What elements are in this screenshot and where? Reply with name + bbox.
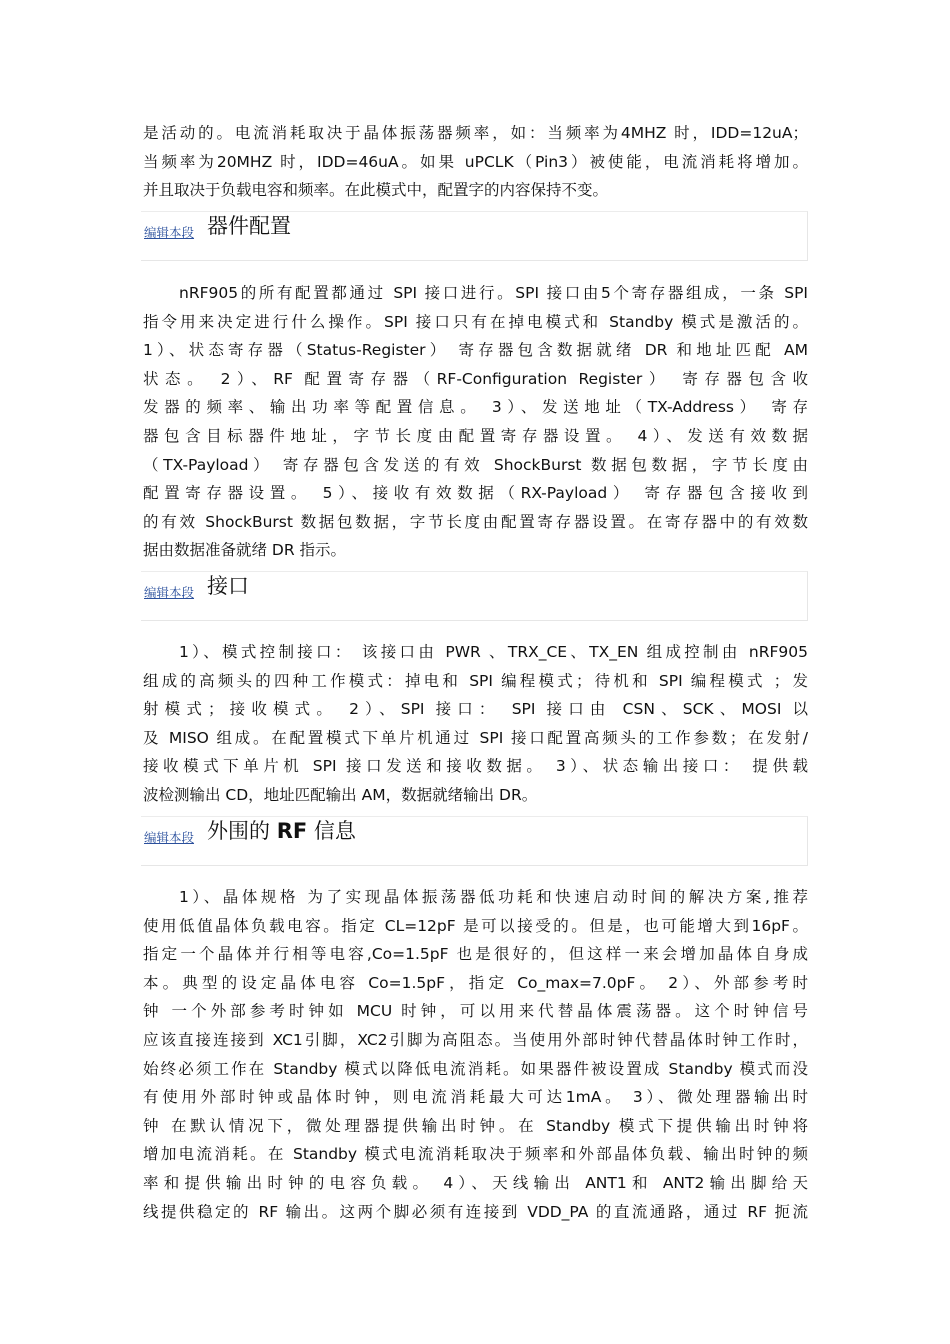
paragraph-line: 1）、晶体规格 为了实现晶体振荡器低功耗和快速启动时间的解决方案,推荐 bbox=[179, 888, 808, 906]
paragraph-line: 及 MISO 组成。在配置模式下单片机通过 SPI 接口配置高频头的工作参数；在发射/ bbox=[143, 728, 808, 747]
section-body-device-config bbox=[143, 279, 808, 565]
paragraph-line: 当频率为20MHZ 时，IDD=46uA。如果 uPCLK（Pin3）被使能，电流消耗将增加。 bbox=[143, 152, 808, 171]
paragraph-line: 指令用来决定进行什么操作。SPI 接口只有在掉电模式和 Standby 模式是激活的。 bbox=[143, 312, 808, 331]
paragraph-line: 组成的高频头的四种工作模式：掉电和 SPI 编程模式；待机和 SPI 编程模式 ；发 bbox=[143, 671, 808, 690]
section-title: 接口 bbox=[207, 574, 249, 598]
section-body-interface bbox=[143, 638, 808, 810]
paragraph-line: 1）、状态寄存器（Status-Register） 寄存器包含数据就绪 DR 和地址匹配 AM bbox=[143, 341, 808, 360]
paragraph-line: 指定一个晶体并行相等电容,Co=1.5pF 也是很好的，但这样一来会增加晶体自身成 bbox=[143, 945, 808, 964]
paragraph-line: 并且取决于负载电容和频率。在此模式中，配置字的内容保持不变。 bbox=[143, 181, 609, 200]
paragraph-line: 波检测输出 CD，地址匹配输出 AM，数据就绪输出 DR。 bbox=[143, 785, 538, 804]
section-heading-device-config bbox=[141, 211, 808, 261]
paragraph-line: 使用低值晶体负载电容。指定 CL=12pF 是可以接受的。但是，也可能增大到16pF。 bbox=[143, 916, 808, 935]
section-title-suffix: 信息 bbox=[307, 819, 356, 843]
intro-paragraph bbox=[143, 119, 808, 205]
section-heading-interface bbox=[141, 571, 808, 621]
edit-section-link[interactable]: 编辑本段 bbox=[144, 225, 195, 240]
section-title: 器件配置 bbox=[207, 214, 291, 238]
paragraph-line: 据由数据准备就绪 DR 指示。 bbox=[143, 541, 347, 560]
paragraph-line: 应该直接连接到 XC1引脚，XC2引脚为高阻态。当使用外部时钟代替晶体时钟工作时， bbox=[143, 1030, 808, 1049]
paragraph-line: 是活动的。电流消耗取决于晶体振荡器频率，如：当频率为4MHZ 时，IDD=12uA； bbox=[143, 124, 808, 142]
paragraph-line: 钟 一个外部参考时钟如 MCU 时钟，可以用来代替晶体震荡器。这个时钟信号 bbox=[143, 1002, 808, 1021]
section-heading-rf-info bbox=[141, 816, 808, 866]
paragraph-line: 1）、模式控制接口： 该接口由 PWR 、TRX_CE、TX_EN 组成控制由 nRF905 bbox=[179, 643, 808, 661]
paragraph-line: 始终必须工作在 Standby 模式以降低电流消耗。如果器件被设置成 Standby 模式而没 bbox=[143, 1059, 808, 1078]
paragraph-line: （TX-Payload） 寄存器包含发送的有效 ShockBurst 数据包数据，字节长度由 bbox=[143, 455, 808, 474]
paragraph-line: 器包含目标器件地址，字节长度由配置寄存器设置。 4）、发送有效数据 bbox=[143, 426, 808, 445]
paragraph-line: 发器的频率、输出功率等配置信息。 3）、发送地址（TX-Address） 寄存 bbox=[143, 398, 808, 417]
paragraph-line: 增加电流消耗。在 Standby 模式电流消耗取决于频率和外部晶体负载、输出时钟的频 bbox=[143, 1145, 808, 1164]
paragraph-line: 状态。 2）、RF 配置寄存器（RF-Configuration Register） 寄存器包含收 bbox=[143, 369, 808, 388]
edit-section-link[interactable]: 编辑本段 bbox=[144, 830, 195, 845]
paragraph-line: nRF905的所有配置都通过 SPI 接口进行。SPI 接口由5个寄存器组成，一条 SPI bbox=[179, 284, 808, 302]
section-body-rf-info bbox=[143, 883, 808, 1226]
paragraph-line: 配置寄存器设置。 5）、接收有效数据（RX-Payload） 寄存器包含接收到 bbox=[143, 484, 808, 503]
paragraph-line: 的有效 ShockBurst 数据包数据，字节长度由配置寄存器设置。在寄存器中的有效数 bbox=[143, 512, 808, 531]
paragraph-line: 钟 在默认情况下，微处理器提供输出时钟。在 Standby 模式下提供输出时钟将 bbox=[143, 1116, 808, 1135]
paragraph-line: 接收模式下单片机 SPI 接口发送和接收数据。 3）、状态输出接口： 提供载 bbox=[143, 757, 808, 776]
paragraph-line: 本。典型的设定晶体电容 Co=1.5pF，指定 Co_max=7.0pF。 2）、外部参考时 bbox=[143, 973, 808, 992]
section-title bbox=[207, 815, 356, 845]
paragraph-line: 线提供稳定的 RF 输出。这两个脚必须有连接到 VDD_PA 的直流通路，通过 RF 扼流 bbox=[143, 1202, 808, 1221]
section-title-bold: RF bbox=[276, 819, 308, 843]
paragraph-line: 有使用外部时钟或晶体时钟，则电流消耗最大可达1mA。 3）、微处理器输出时 bbox=[143, 1088, 808, 1107]
paragraph-line: 率和提供输出时钟的电容负载。 4）、天线输出 ANT1和 ANT2输出脚给天 bbox=[143, 1173, 808, 1192]
paragraph-line: 射模式；接收模式。 2）、SPI 接口： SPI 接口由 CSN、SCK、MOSI 以 bbox=[143, 700, 808, 719]
section-title-prefix: 外围的 bbox=[207, 819, 277, 843]
edit-section-link[interactable]: 编辑本段 bbox=[144, 585, 195, 600]
